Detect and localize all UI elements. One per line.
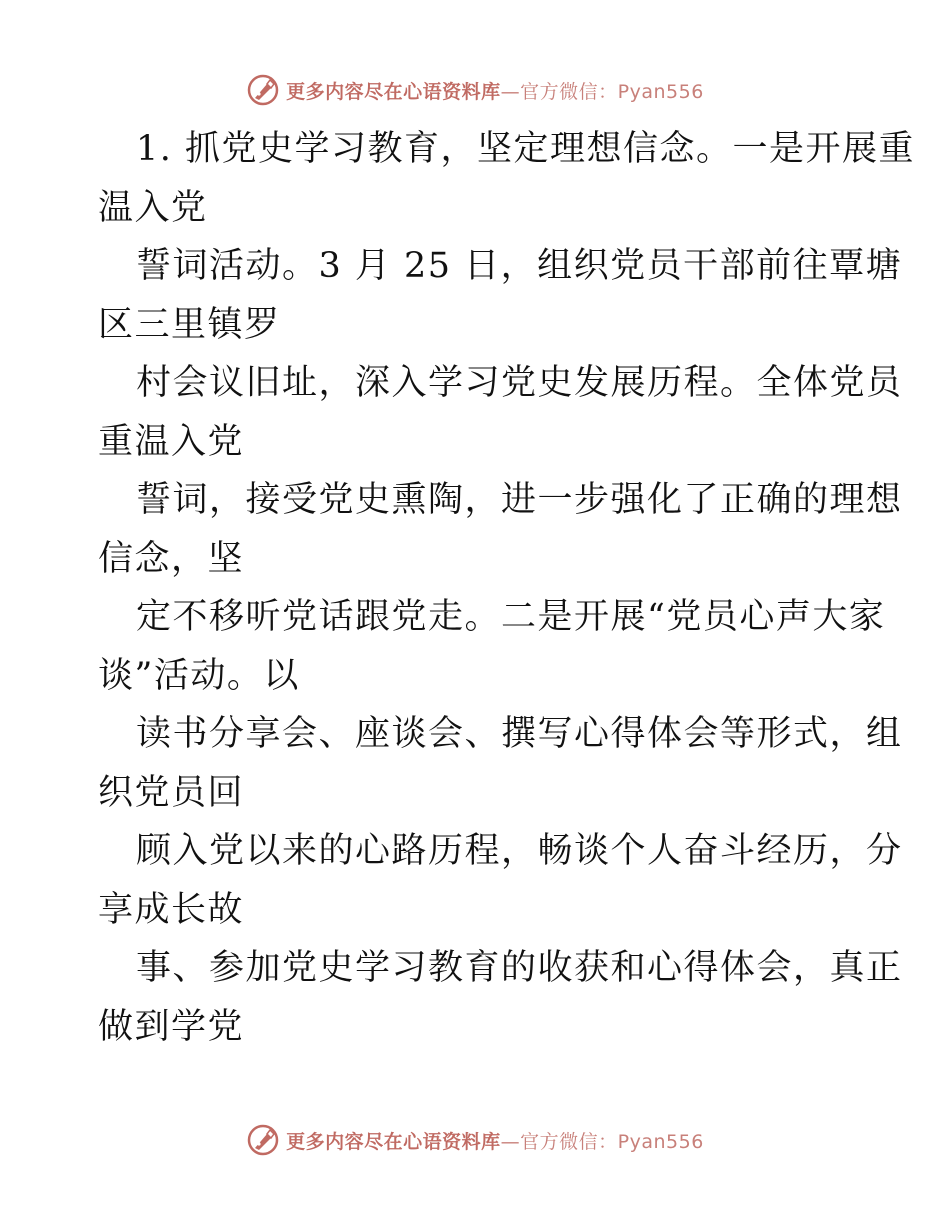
text-line: 1. 抓党史学习教育，坚定理想信念。一是开展重 <box>136 129 916 169</box>
text-line: 誓词，接受党史熏陶，进一步强化了正确的理想 <box>136 480 903 520</box>
text-line: 享成长故 <box>98 889 245 930</box>
header-watermark-banner <box>0 70 950 110</box>
text-line: 誓词活动。3 月 25 日，组织党员干部前往覃塘 <box>136 246 903 286</box>
document-body <box>98 120 916 1056</box>
header-watermark-text: 更多内容尽在心语资料库—官方微信：Pyan556 <box>286 80 704 103</box>
text-line: 重温入党 <box>98 421 245 462</box>
text-line: 读书分享会、座谈会、撰写心得体会等形式，组 <box>136 714 903 754</box>
text-line: 信念，坚 <box>98 538 245 579</box>
text-line: 区三里镇罗 <box>98 304 281 345</box>
text-line: 事、参加党史学习教育的收获和心得体会，真正 <box>136 948 903 988</box>
text-line: 定不移听党话跟党走。二是开展“党员心声大家 <box>136 597 886 637</box>
text-line: 温入党 <box>98 187 208 228</box>
text-line: 织党员回 <box>98 772 245 813</box>
footer-watermark-banner <box>0 1120 950 1160</box>
text-line: 村会议旧址，深入学习党史发展历程。全体党员 <box>136 363 903 403</box>
pen-nib-logo-icon <box>246 1123 280 1157</box>
footer-watermark-text: 更多内容尽在心语资料库—官方微信：Pyan556 <box>286 1130 704 1153</box>
pen-nib-logo-icon <box>246 73 280 107</box>
text-line: 顾入党以来的心路历程，畅谈个人奋斗经历，分 <box>136 831 903 871</box>
text-line: 谈”活动。以 <box>98 655 300 696</box>
text-line: 做到学党 <box>98 1006 245 1047</box>
